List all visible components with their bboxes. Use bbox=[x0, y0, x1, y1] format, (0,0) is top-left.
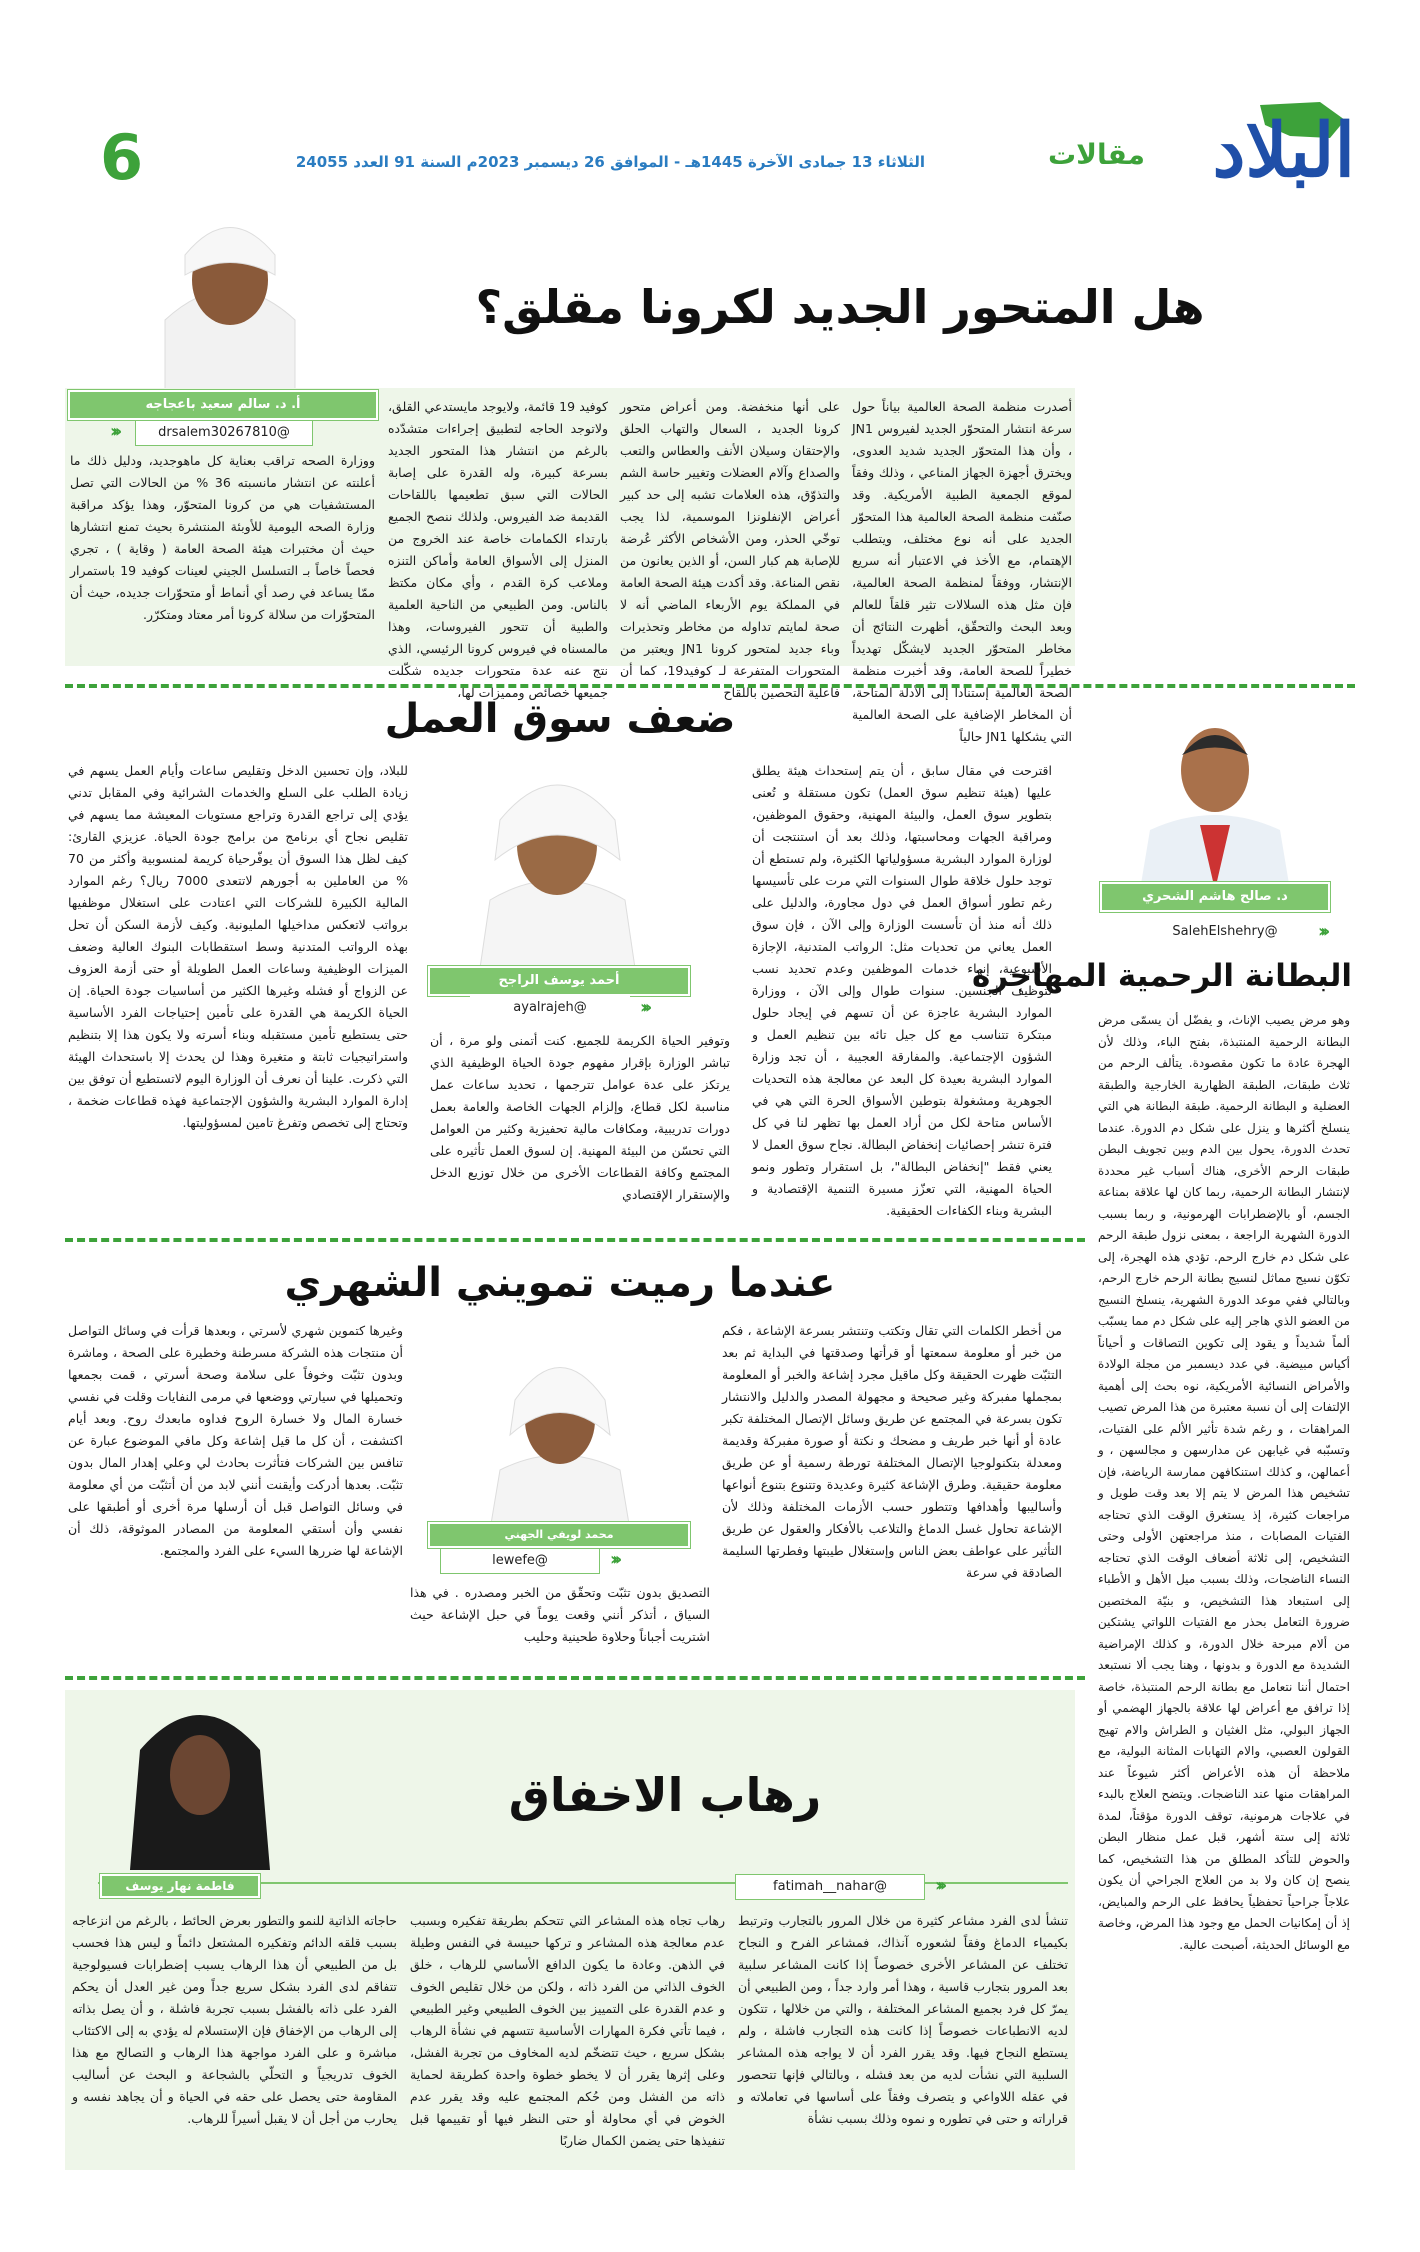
article-1-col-4: ووزارة الصحه تراقب بعناية كل ماهوجديد، ودليل ذلك ما أعلنته عن انتشار مانسبته 36 % من الحالات التي تصل المستشفيات هي من كرونا المتحوّر، وهذا يؤكد مراقبة وزارة الصحه اليومية للأوبئة المنتشرة بحيث تمنع انتشارها حيث أن مختبرات هيئة الصحة العامة ( وقاية ) ، تجري فحصاً خاصاً بـ التسلسل الجيني لعينات كوفيد 19 باستمرار ممّا يساعد في رصد أي أنماط أو متحوّرات جديده، حيث أن المتحوّرات من سلالة كرونا أمر معتاد ومتكرّر. bbox=[70, 453, 376, 622]
article-4-title: رهاب الاخفاق bbox=[508, 1768, 822, 1822]
author-portrait-icon bbox=[450, 750, 665, 968]
article-4-col-3: حاجاته الذاتية للنمو والتطور بعرض الحائط ، بالرغم من انزعاجه بسبب قلقه الدائم وتفكيره المشتعل دائماً و ليس هذا فحسب بل من الطبيعي أن هذا الرهاب يسبب إضطرابات فسيولوجية تتفاقم لدى الفرد بشكل سريع جداً ومن غير العدل أن يحكم الفرد على ذاته بالفشل بسبب تجربة فاشلة ، و أن يصل بذاته إلى الرهاب من الإخفاق فإن الإستسلام له يؤدي به إلى الاكتئاب مباشرة و على الفرد مواجهة هذا الرهاب و التصالح مع هذا الخوف تدريجياً و التحلّي بالشجاعة و البحث عن أساليب المقاومة حتى يحصل على حقه في الحياة و أن يجاهد نفسه و يحارب من أجل أن لا يقبل أسيراً للرهاب. bbox=[72, 1913, 397, 2126]
page-number: 6 bbox=[100, 121, 144, 194]
author-photo-4 bbox=[120, 1690, 280, 1870]
article-4-col-1: تنشأ لدى الفرد مشاعر كثيرة من خلال المرور بالتجارب وترتبط بكيمياء الدماغ وفقاً لشعوره آنذاك، فمشاعر الفرح و النجاح تختلف عن المشاعر الأخرى خصوصاً إذا كانت المشاعر سلبية بعد المرور بتجارب قاسية ، وهذا أمر وارد جداً ، ومن الطبيعي أن يمرّ كل فرد بجميع المشاعر المختلفة ، والتي من خلالها ، تتكون لديه الانطباعات خصوصاً إذا كانت هذه التجارب فاشلة ، ولم يستطع النجاح فيها. وقد يقرر الفرد أن لا يواجه هذه المشاعر السلبية التي نشأت لديه من بعد فشله ، وبالتالي فإنها تتحصور في عقله اللاواعي و يتصرف وفقاً على أساسها في تعاملاته و قراراته و حتى في تطوره و نموه وذلك بسبب نشأة bbox=[738, 1913, 1068, 2126]
newspaper-logo bbox=[1160, 100, 1360, 200]
section-label: مقالات bbox=[1048, 138, 1145, 171]
author-photo-3 bbox=[470, 1330, 650, 1530]
divider-2 bbox=[65, 1238, 1085, 1242]
article-1-col-2: على أنها منخفضة. ومن أعراض متحور كرونا الجديد ، السعال والتهاب الحلق والإحتقان وسيلان الأنف والعطاس والتعب والصداع وآلام العضلات وتغيير حاسة الشم والتذوّق، هذه العلامات تشبه إلى حد كبير أعراض الإنفلونزا الموسمية، لذا يجب توخّي الحذر، ومن الأشخاص الأكثر عُرضة للإصابة هم كبار السن، أو الذين يعانون من نقص المناعة. وقد أكدت هيئة الصحة العامة في المملكة يوم الأربعاء الماضي أنه لا صحة لمايتم تداوله من مخاطر وتحذيرات وباء جديد لمتحور كرونا JN1 ويعتبر من المتحورات المتفرعة لـ كوفيد19، كما أن فاعلية التحصين باللقاح bbox=[620, 399, 840, 700]
divider-1 bbox=[65, 684, 1355, 688]
article-2-col-1: اقترحت في مقال سابق ، أن يتم إستحداث هيئة يطلق عليها (هيئة تنظيم سوق العمل) تكون مستقلة و تُعنى بتطوير سوق العمل، والبيئة المهنية، وحقوق الموظفين، ومراقبة الجهات ومحاسبتها، وذلك بعد أن استنتجت أن لوزارة الموارد البشرية مسؤولياتها الكثيرة، ولم تستطع أن توجد حلول خلاقة طوال السنوات التي مرت على تأسيسها رغم تطور أسواق العمل في دول مجاورة، والدليل على ذلك أنه منذ أن تأسست الوزارة وإلى الآن ، فإن سوق العمل يعاني من تحديات مثل: الرواتب المتدنية، الإجازة الأسبوعية، إنهاء خدمات الموظفين وعدم تحديد نسب لتوظيف الجنسين. سنوات طوال وإلى الآن ، ووزارة الموارد البشرية عاجزة عن أن تسهم في إيجاد حلول مبتكرة تتناسب مع كل جيل تائه بين تنظيم العمل و الشؤون الإجتماعية. والمفارقة العجيبة ، أن تجد وزارة الموارد البشرية بعيدة كل البعد عن معالجة هذه التحديات الجوهرية ومشغولة بتوطين الأسواق الحرة التي هي في الأساس متاحة لكل من أراد العمل بها تظهر لنا في كل فترة تنشر إحصائيات إنخفاض البطالة. نجاح سوق العمل لا يعني فقط "إنخفاض البطالة"، بل استقرار وتطور ونمو الحياة المهنية، التي تعزّز مسيرة التنمية الإقتصادية و البشرية وبناء الكفاءات الحقيقية. bbox=[752, 763, 1052, 1218]
masthead bbox=[100, 105, 1360, 195]
article-1-title: هل المتحور الجديد لكرونا مقلق؟ bbox=[475, 280, 1205, 334]
author-photo-1 bbox=[140, 200, 320, 400]
date-line: الثلاثاء 13 جمادى الآخرة 1445هـ - الموافق 26 ديسمبر 2023م السنة 91 العدد 24055 bbox=[295, 153, 925, 171]
author-photo-2 bbox=[450, 750, 665, 968]
article-3-author: محمد لويفي الجهني bbox=[428, 1522, 690, 1548]
sidebar-title: البطانة الرحمية المهاجرة bbox=[972, 958, 1352, 994]
article-3-handle: @lewefe bbox=[440, 1548, 600, 1574]
sidebar-body: وهو مرض يصيب الإناث، و يفضّل أن يسمّى مرض البطانة الرحمية المنتبذة، بفتح الباء، وذلك لأن الهجرة عادة ما تكون مقصودة. يتألف الرحم من ثلاث طبقات، الطبقة الظهارية الخارجية والطبقة العضلية و البطانة الرحمية. طبقة البطانة هي التي ينسلخ أكثرها و ينزل على شكل دم الدورة. عندما تحدث الدورة، يحول بين الدم وبين تجويف البطن طبقات الرحم الأخرى، هناك أسباب غير محددة لإنتشار البطانة الرحمية، ربما كان لها علاقة بمناعة الجسم، أو بالإضطرابات الهرمونية، و ربما بسبب الدورة الشهرية الراجعة ، بمعنى نزول طبقة الرحم على شكل دم خارج الرحم. تؤدي هذه الهجرة، إلى تكوّن نسيج مماثل لنسيج بطانة الرحم خارج الرحم، وبالتالي ففي موعد الدورة الشهرية، ينسلخ النسيج من العضو الذي هاجر إليه على شكل دم مما يسبّب ألماً شديداً و يقود إلى تكوين التصاقات و أحياناً أكياس مبيضية. في عدد ديسمبر من مجلة الولادة والأمراض النسائية الأمريكية، نوه بحث إلى أهمية الإلتفات إلى أن نسبة معتبرة من هذا المرض تصيب المراهقات ، و رغم شدة تأثير الألم على الفتيات، وتسبّبه في غيابهن عن مدارسهن و مجالسهن ، و أعمالهن، و كذلك استنكافهن ممارسة الرياضة، فإن تشخيص هذا المرض لا يتم إلا بعد وقت طويل و مراجعات كثيرة، إذ يستغرق الوقت الذي تحتاجه الفتيات المصابات ، منذ مراجعتهن الأولى وحتى التشخيص، إلى ثلاثة أضعاف الوقت الذي تحتاجه النساء الناضجات، وذلك بسبب ميل الأهل و الأطباء إلى استبعاد هذا التشخيص، و بنيّة المختصين ضرورة التعامل بحذر مع الفتيات اللواتي يشتكين من ألام مبرحة خلال الدورة، و كذلك الإمراضية الشديدة مع الدورة و بدونها ، وهنا يجب ألا نستبعد احتمال أننا نتعامل مع بطانة الرحم المنتبذة، خاصة إذا ترافق مع أعراض لها علاقة بالجهاز الهضمي أو الجهاز البولي، مثل الغثيان و الطراش والام تهيج القولون العصبي، والام التهابات المثانة البولية، مع ملاحظة أن هذه الأعراض أكثر شيوعاً عند المراهقات منها عند الناضجات. ويتضح العلاج بالبدء في علاجات هرمونية، توقف الدورة مؤقتاً، لمدة ثلاثة إلى ستة أشهر، قبل عمل منظار البطن والحوض للتأكد المطلق من هذا التشخيص، كما ينصح إن كان ولا بد من العلاج الجراحي أن يكون علاجاً جراحياً تحفظياً يحافظ على الرحم والمبايض، إذ أن إمكانيات الحمل مع وجود هذا المرض، وخاصة مع الوسائل الحديثة، أصبحت عالية. bbox=[1098, 1013, 1350, 1952]
arrow-icon: ‹‹‹ bbox=[640, 997, 648, 1018]
author-portrait-icon bbox=[1130, 700, 1300, 890]
article-2-author: أحمد يوسف الراجح bbox=[428, 966, 690, 996]
article-2-col-3: للبلاد، وإن تحسين الدخل وتقليص ساعات وأيام العمل يسهم في زيادة الطلب على السلع والخدمات الشرائية وفي المقابل تدني يؤدي إلى تراجع القدرة وتراجع مستويات المعيشة مما يسهم في تقليص نجاح أي برنامج من برامج جودة الحياة. عزيزي القارئ: كيف لظل هذا السوق أن يوفّرحياة كريمة لمنسوبية وأكثر من 70 % من العاملين به أجورهم لاتتعدى 7000 ريال؟ رغم الموارد المالية الكبيرة للشركات التي اعتادت على استغلال موظفيها برواتب لاتعكس مداخيلها المليونية. وكيف لأزمة السكن أن تحل بهذه الرواتب المتدنية وسط استقطابات البنوك العالية وضعف الميزات الوظيفية وساعات العمل الطويلة أو حتى أزمة العزوف عن الزواج أو فشله وغيرها الكثير من أساسيات جودة الحياة. إن الحياة الكريمة هي القدرة على تأمين إحتياجات الفرد الأساسية حتى يستطيع تأمين مستقبله وبناء أسرته ولا يكون هذا إلا بتنظيم واستراتيجيات ثابتة و متغيرة وهذا لن يحدث إلا باستحداث الهيئة التي ذكرت. علينا أن نعرف أن الوزارة اليوم لاتستطيع أن توفق بين إدارة الموارد البشرية والشؤون الإجتماعية فهذه قطاعات ضخمة ، وتحتاج إلى تخصص وتفرغ تامين لمسؤوليتها. bbox=[67, 763, 408, 1130]
sidebar-author-photo bbox=[1130, 700, 1300, 890]
article-1-author: أ. د. سالم سعيد باعجاجه bbox=[68, 390, 378, 420]
article-4-handle: @fatimah__nahar bbox=[735, 1874, 925, 1900]
author-portrait-icon bbox=[140, 200, 320, 400]
article-4-author: فاطمة نهار يوسف bbox=[100, 1874, 260, 1898]
author-portrait-icon bbox=[120, 1690, 280, 1870]
article-2-title: ضعف سوق العمل bbox=[384, 696, 736, 742]
logo-text: البلاد bbox=[1212, 108, 1355, 194]
article-3-col-2: التصديق بدون تثبّت وتحقّق من الخبر ومصدره . في هذا السياق ، أتذكر أنني وقعت يوماً في حبل الإشاعة حيث اشتريت أجباناً وحلاوة طحينية وحليب bbox=[410, 1585, 710, 1644]
article-3-title: عندما رميت تمويني الشهري bbox=[284, 1260, 836, 1306]
article-2-col-2: وتوفير الحياة الكريمة للجميع. كنت أتمنى ولو مرة ، أن تباشر الوزارة بإقرار مفهوم جودة الحياة الوظيفية الذي يرتكز على عدة عوامل تترجمها ، تحديد ساعات عمل مناسبة لكل قطاع، وإلزام الجهات الخاصة والعامة بعمل دورات تدريبية، ومكافات مالية تحفيزية وكثير من العوامل التي تحسّن من البيئة المهنية. إن لسوق العمل تأثيره على المجتمع وكافة القطاعات الأخرى من خلال توزيع الدخل والإستقرار الإقتصادي bbox=[430, 1033, 730, 1202]
author-portrait-icon bbox=[470, 1330, 650, 1530]
article-4-col-2: رهاب تجاه هذه المشاعر التي تتحكم بطريقة تفكيره وبسبب عدم معالجة هذه المشاعر و تركها حبيسة في النفس وطيلة في الذهن. وعادة ما يكون الدافع الأساسي للرهاب ، خلق الخوف الذاتي من الفرد ذاته ، ولكن من خلال تقليص الخوف و عدم القدرة على التمييز بين الخوف الطبيعي وغير الطبيعي ، فيما تأتي فكرة المهارات الأساسية تتسهم في نشأة الرهاب بشكل سريع ، حيث تتضخّم لديه المخاوف من تجربة الفشل، وعلى إثرها يقرر أن لا يخطو خطوة واحدة كطريقة لحماية ذاته من الفشل ومن حُكم المجتمع عليه وقد يقرر عدم الخوض في أي محاولة أو حتى النظر فيها أو تقييمها قبل تنفيذها حتى يضمن الكمال ضاربًا bbox=[410, 1913, 725, 2148]
article-2-handle: @ayalrajeh bbox=[470, 996, 630, 1020]
arrow-icon: ‹‹‹ bbox=[110, 421, 118, 442]
sidebar-handle: @SalehElshehry bbox=[1150, 920, 1300, 944]
article-1-col-1: أصدرت منظمة الصحة العالمية بياناً حول سرعة انتشار المتحوّر الجديد لفيروس JN1 ، وأن هذا المتحوّر الجديد شديد العدوى، ويخترق أجهزة الجهاز المناعي ، وذلك وفقاً لموقع الجمعية الطبية الأمريكية. وقد صنّفت منظمة الصحة العالمية هذا المتحوّر الجديد على أنه نوع مختلف، ويتطلب الإهتمام، مع الأخذ في الاعتبار أنه سريع الإنتشار، ووفقاً لمنظمة الصحة العالمية، فإن مثل هذه السلالات تثير قلقاً للعالم وبعد البحث والتحقّق، أظهرت النتائج أن مخاطر المتحوّر الجديد لايشكّل تهديداً خطيراً للصحة العامة، وقد أخبرت منظمة الصحة العالمية إستناداً إلى الأدلة المتاحة، أن المخاطر الإضافية على الصحة العالمية التي يشكلها JN1 حالياً bbox=[852, 399, 1072, 744]
arrow-icon: ‹‹‹ bbox=[935, 1875, 943, 1896]
arrow-icon: ‹‹‹ bbox=[1318, 921, 1326, 942]
article-3-col-1: من أخطر الكلمات التي تقال وتكتب وتنتشر بسرعة الإشاعة ، فكم من خبر أو معلومة سمعتها أو قرأتها وصدقتها في البداية ثم بعد التثبّت ظهرت الحقيقة وكل ماقيل مجرد إشاعة والخبر أو المعلومة بمجملها مفبركة وغير صحيحة و مجهولة المصدر والدليل والانتشار تكون بسرعة في المجتمع عن طريق وسائل الإتصال المختلفة تكبر عادة أو أنها خبر طريف و مضحك و نكتة أو صورة مفبركة وقديمة ومعدلة بتكنولوجيا الإتصال المختلفة تورطة رسمية أو عن طريق معلومة حقيقية. وطرق الإشاعة كثيرة وعديدة وتتنوع بتنوع أنواعها وأساليبها وأهدافها وتتطور حسب الأزمات المختلفة وذلك لأن الإشاعة تحاول غسل الدماغ والتلاعب بالأفكار والعقول عن طريق التأثير على عواطف بعض الناس وإستغلال طيبتها وفطرتها السليمة الصادقة في سرعة bbox=[722, 1323, 1062, 1580]
sidebar-author: د. صالح هاشم الشحري bbox=[1100, 882, 1330, 912]
article-1-handle: @drsalem30267810 bbox=[135, 420, 313, 446]
article-3-col-3: وغيرها كتموين شهري لأسرتي ، وبعدها قرأت في وسائل التواصل أن منتجات هذه الشركة مسرطنة وخطيرة على الصحة ، وماشرة وبدون تثبّت وخوفاً على سلامة وصحة أسرتي ، قمت بجمعها وتحميلها في سيارتي ووضعها في مرمى النفايات وقلت في نفسي خسارة المال ولا خسارة الروح فداوه مابعدك روح. وبعد أيام اكتشفت ، أن كل ما قيل إشاعة وكل مافي الموضوع عبارة عن تنافس بين الشركات فتأثرت بحادث لي وعلي إهدار المال بدون تثبّت. بعدها أدركت وأيقنت أنني لابد من أن أتثبّت من أي معلومة في وسائل التواصل قبل أن أرسلها مرة أخرى أو أطبقها على نفسي وأن أستقي المعلومة من المصادر الموثوقة، ذلك أن الإشاعة لها ضررها السيء على الفرد والمجتمع. bbox=[68, 1323, 403, 1558]
divider-3 bbox=[65, 1676, 1085, 1680]
arrow-icon: ‹‹‹ bbox=[610, 1549, 618, 1570]
article-1-col-3: كوفيد 19 قائمة، ولايوجد مايستدعي القلق، ولاتوجد الحاجه لتطبيق إجراءات متشدّده بالرغم من انتشار هذا المتحور الجديد بسرعة كبيرة، وله القدرة على إصابة الحالات التي سبق تطعيمها باللقاحات القديمة ضد الفيروس. ولذلك ننصح الجميع بارتداء الكمامات خاصة عند الخروج من المنزل إلى الأسواق العامة وأماكن التنزه وملاعب كرة القدم ، وأي مكان مكتظ بالناس. ومن الطبيعي من الناحية العلمية والطبية أن تتحور الفيروسات، وهذا مالمسناه في فيروس كرونا الرئيسي، الذي نتج عنه عدة متحورات جديده شكّلت جميعها خصائص ومميزات لها، bbox=[388, 399, 608, 700]
